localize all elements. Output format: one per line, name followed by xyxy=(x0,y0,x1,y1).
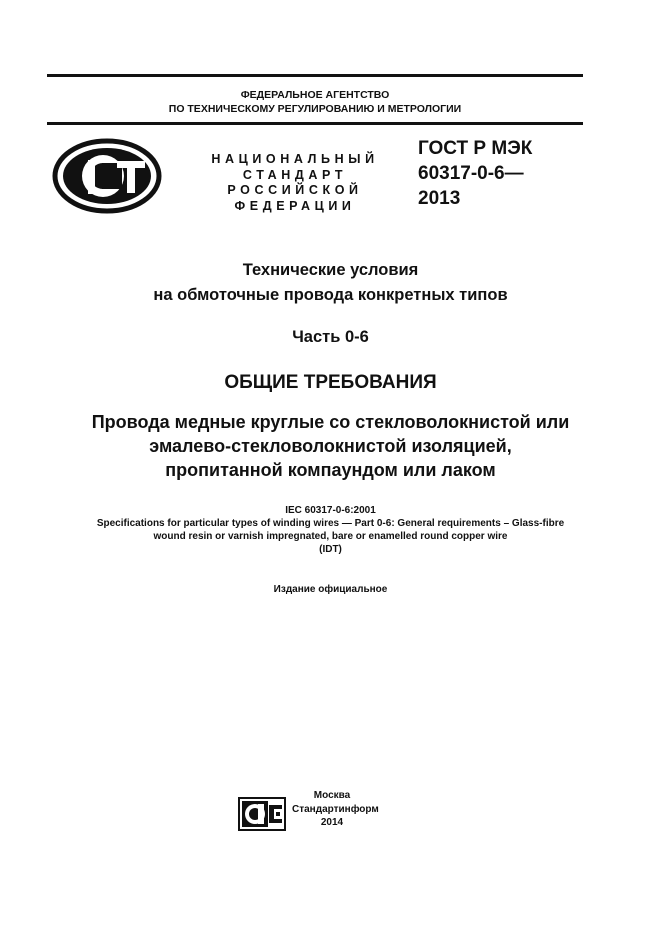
agency-name xyxy=(47,88,583,116)
national-standard-line-3: РОССИЙСКОЙ xyxy=(227,183,363,197)
standard-designation xyxy=(418,136,532,211)
iec-line-2: Specifications for particular types of winding wires — Part 0-6: General requirements – Glass-fibre xyxy=(96,518,565,529)
subtitle-line-2: эмалево-стекловолокнистой изоляцией, xyxy=(149,436,512,456)
publisher-city: Москва xyxy=(313,790,351,801)
document-subtitle xyxy=(20,410,641,482)
edition-label: Издание официальное xyxy=(273,584,388,595)
publisher-year: 2014 xyxy=(320,817,344,828)
iec-line-3: wound resin or varnish impregnated, bare or enamelled round copper wire xyxy=(153,531,508,542)
publisher-info xyxy=(292,789,379,830)
publisher-name: Стандартинформ xyxy=(292,803,379,815)
subtitle-line-3: пропитанной компаундом или лаком xyxy=(165,460,496,480)
national-standard-line-4: ФЕДЕРАЦИИ xyxy=(234,198,356,213)
designation-line-3: 2013 xyxy=(418,188,461,209)
standartinform-logo-icon xyxy=(238,797,286,836)
national-standard-line-2: СТАНДАРТ xyxy=(242,167,348,182)
national-standard-line-1: НАЦИОНАЛЬНЫЙ xyxy=(211,152,379,166)
iec-line-1: IEC 60317-0-6:2001 xyxy=(285,505,376,516)
designation-line-1: ГОСТ Р МЭК xyxy=(418,138,533,159)
subtitle-line-1: Провода медные круглые со стекловолокнистой или xyxy=(91,412,570,432)
iec-line-4: (IDT) xyxy=(319,544,342,555)
document-title xyxy=(20,258,641,308)
agency-rule xyxy=(47,122,583,125)
part-label: Часть 0-6 xyxy=(292,328,369,346)
section-heading: ОБЩИЕ ТРЕБОВАНИЯ xyxy=(224,372,437,393)
top-rule xyxy=(47,74,583,77)
agency-line-1: ФЕДЕРАЛЬНОЕ АГЕНТСТВО xyxy=(240,89,390,101)
title-line-1: Технические условия xyxy=(242,261,419,279)
agency-line-2: ПО ТЕХНИЧЕСКОМУ РЕГУЛИРОВАНИЮ И МЕТРОЛОГИИ xyxy=(168,103,462,115)
iec-reference xyxy=(20,504,641,556)
national-standard-label xyxy=(190,152,400,214)
title-line-2: на обмоточные провода конкретных типов xyxy=(153,286,508,304)
rst-gost-logo-icon xyxy=(52,138,162,219)
designation-line-2: 60317-0-6— xyxy=(418,163,524,184)
